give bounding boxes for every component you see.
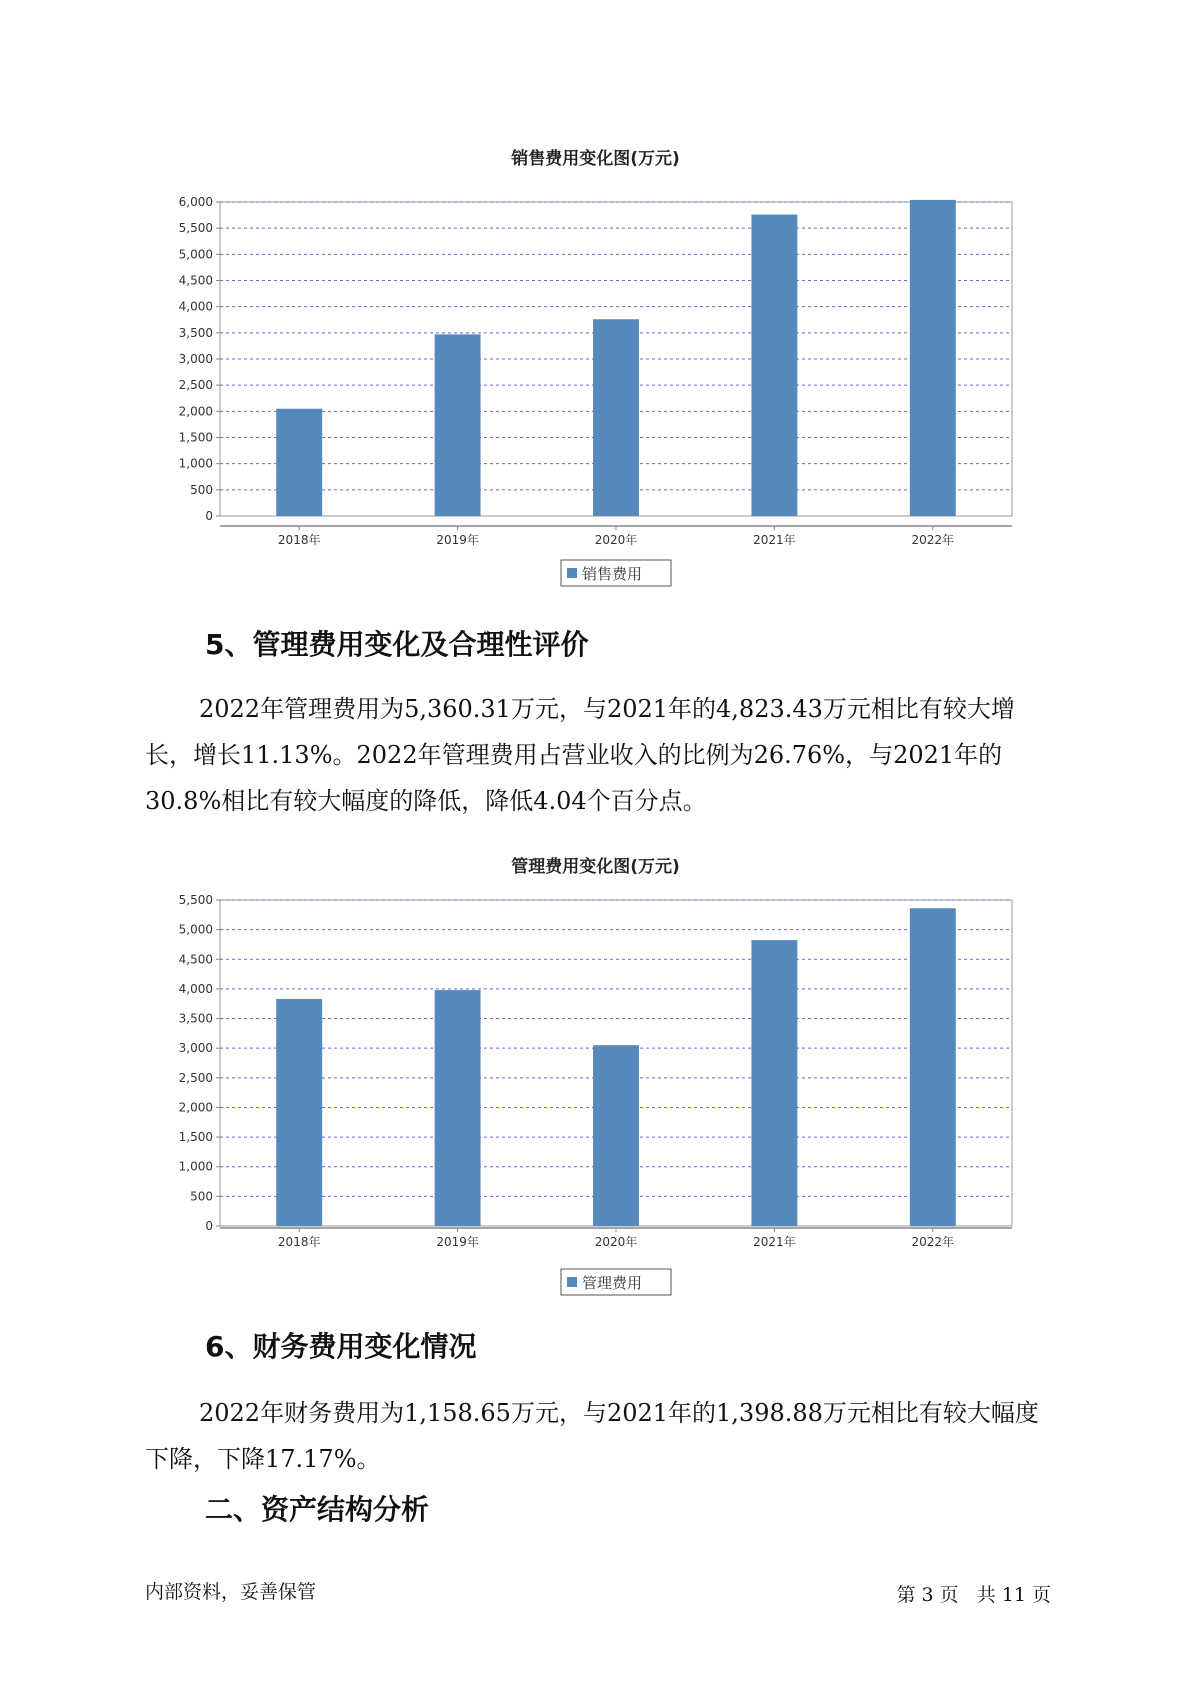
y-tick-label: 1,000	[178, 456, 213, 471]
chart-1-title: 销售费用变化图(万元)	[511, 149, 680, 169]
y-tick-label: 3,000	[178, 1041, 213, 1056]
x-tick-label: 2018年	[277, 1235, 321, 1249]
y-tick-label: 4,000	[178, 299, 213, 314]
section-5-heading: 5、管理费用变化及合理性评价	[205, 628, 589, 661]
y-tick-label: 4,000	[178, 981, 213, 996]
y-tick-label: 5,000	[178, 247, 213, 262]
x-tick-label: 2022年	[911, 533, 955, 547]
y-tick-label: 2,500	[178, 378, 213, 393]
x-tick-label: 2021年	[753, 533, 796, 547]
x-tick-label: 2018年	[277, 533, 321, 547]
y-tick-label: 2,000	[178, 404, 213, 419]
y-tick-label: 3,000	[178, 352, 213, 366]
y-tick-label: 1,500	[178, 430, 213, 445]
bar-2021年	[751, 940, 797, 1226]
section-6-paragraph	[145, 1390, 1050, 1482]
chart-2-title: 管理费用变化图(万元)	[511, 857, 680, 877]
footer-confidential: 内部资料，妥善保管	[145, 1581, 317, 1603]
y-tick-label: 6,000	[178, 195, 213, 209]
y-tick-label: 3,500	[178, 325, 213, 340]
y-tick-label: 3,500	[178, 1011, 213, 1026]
x-tick-label: 2021年	[753, 1235, 796, 1249]
bar-2022年	[910, 908, 956, 1226]
bar-2020年	[593, 1045, 639, 1226]
section-6-text: 2022年财务费用为1,158.65万元，与2021年的1,398.88万元相比有较大幅度下降，下降17.17%。	[145, 1399, 1039, 1473]
y-tick-label: 0	[205, 509, 213, 523]
x-tick-label: 2019年	[436, 533, 479, 547]
y-tick-label: 4,500	[178, 273, 213, 288]
legend-swatch	[567, 1277, 577, 1287]
bar-2019年	[435, 990, 481, 1226]
x-tick-label: 2022年	[911, 1235, 955, 1249]
legend-label: 管理费用	[582, 1274, 643, 1292]
legend-label: 销售费用	[582, 565, 643, 583]
y-tick-label: 1,500	[178, 1130, 213, 1145]
section-2-heading: 二、资产结构分析	[205, 1493, 430, 1526]
y-tick-label: 2,000	[178, 1100, 213, 1115]
y-tick-label: 500	[190, 1189, 213, 1204]
y-tick-label: 2,500	[178, 1070, 213, 1085]
section-5-text: 2022年管理费用为5,360.31万元，与2021年的4,823.43万元相比有较大增长，增长11.13%。2022年管理费用占营业收入的比例为26.76%，与2021年的30.8%相比有较大幅度的降低，降低4.04个百分点。	[145, 695, 1015, 815]
y-tick-label: 500	[190, 482, 213, 497]
y-tick-label: 5,500	[178, 221, 213, 236]
section-6-heading: 6、财务费用变化情况	[205, 1330, 477, 1363]
y-tick-label: 1,000	[178, 1159, 213, 1174]
y-tick-label: 5,500	[178, 893, 213, 907]
x-tick-label: 2019年	[436, 1235, 479, 1249]
y-tick-label: 5,000	[178, 922, 213, 937]
chart-legend	[561, 1269, 671, 1295]
x-tick-label: 2020年	[594, 1235, 638, 1249]
y-tick-label: 4,500	[178, 952, 213, 967]
x-tick-label: 2020年	[594, 533, 638, 547]
y-tick-label: 0	[205, 1219, 213, 1233]
bar-2018年	[276, 999, 322, 1226]
footer-page-number: 第 3 页 共 11 页	[896, 1584, 1051, 1606]
